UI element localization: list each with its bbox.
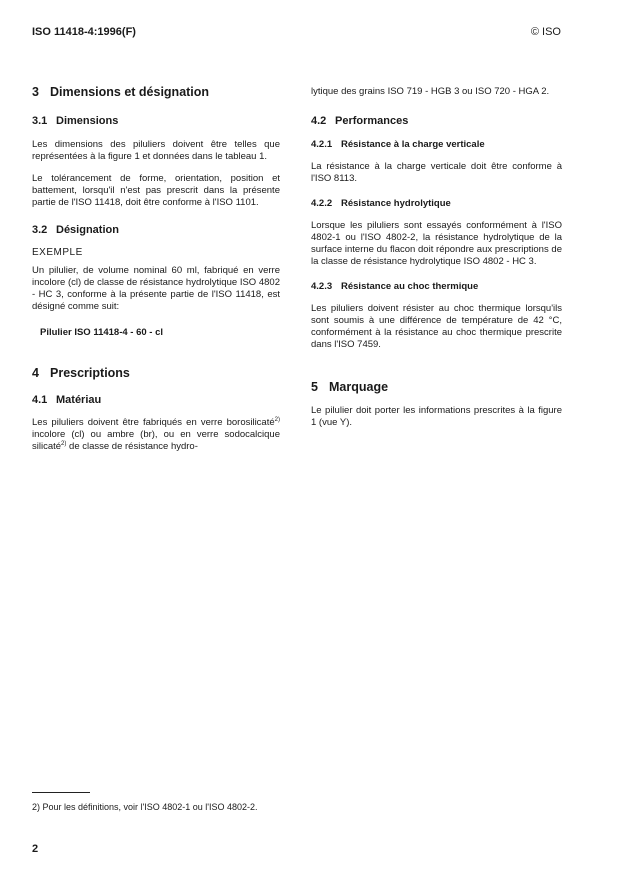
marking-text: Le pilulier doit porter les informations prescrites à la figure 1 (vue Y). <box>311 405 562 428</box>
dimensions-paragraph-1: Les dimensions des piluliers doivent être telles que représentées à la figure 1 et données dans le tableau 1. <box>32 139 280 162</box>
section-4-1-heading: 4.1 Matériau <box>32 394 102 406</box>
example-text: Un pilulier, de volume nominal 60 ml, fabriqué en verre incolore (cl) de classe de résistance hydrolytique ISO 4802 - HC 3, conforme à la présente partie de l'ISO 11418, est désigné comme suit: <box>32 265 280 312</box>
section-4-2-2-heading: 4.2.2 Résistance hydrolytique <box>311 198 451 209</box>
hydrolytic-text: Lorsque les piluliers sont essayés conformément à l'ISO 4802-1 ou l'ISO 4802-2, la résistance hydrolytique de la surface interne du flacon doit répondre aux prescriptions de la classe de résistance hydrolytique ISO 4802 - HC 3. <box>311 220 562 267</box>
page-number: 2 <box>32 843 39 855</box>
footnote-divider <box>32 792 90 793</box>
section-4-heading: 4 Prescriptions <box>32 366 130 380</box>
left-column <box>32 84 280 453</box>
example-label: EXEMPLE <box>32 247 83 258</box>
section-5-heading: 5 Marquage <box>311 380 389 394</box>
footnote-ref: 2) <box>61 440 67 447</box>
section-3-2-heading: 3.2 Désignation <box>32 224 119 236</box>
section-4-2-3-heading: 4.2.3 Résistance au choc thermique <box>311 281 479 292</box>
section-3-1-heading: 3.1 Dimensions <box>32 115 119 127</box>
material-paragraph: Les piluliers doivent être fabriqués en verre borosilicaté$^{2)}$ incolore (cl) ou ambre (br), ou en verre sodocalcique silicaté$^{2)}$ de classe de résistance hydro- <box>32 416 280 452</box>
right-column <box>311 86 562 429</box>
vertical-load-text: La résistance à la charge verticale doit être conforme à l'ISO 8113. <box>311 161 562 184</box>
footnote-ref: 2) <box>274 416 280 423</box>
thermal-shock-text: Les piluliers doivent résister au choc thermique lorsqu'ils sont soumis à une différence de température de 42 °C, conformément à la résistance au choc thermique prescrite dans l'ISO 7459. <box>311 303 562 350</box>
material-continuation: lytique des grains ISO 719 - HGB 3 ou ISO 720 - HGA 2. <box>311 86 550 97</box>
dimensions-paragraph-2: Le tolérancement de forme, orientation, position et battement, lorsqu'il n'est pas prescrit dans la présente partie de l'ISO 11418, doit être conforme à l'ISO 1101. <box>32 173 280 208</box>
document-id: ISO 11418-4:1996(F) <box>32 26 136 38</box>
footnote: 2) Pour les définitions, voir l'ISO 4802-1 ou l'ISO 4802-2. <box>32 802 258 812</box>
section-4-2-heading: 4.2 Performances <box>311 115 409 127</box>
copyright-mark: © ISO <box>530 26 561 38</box>
section-4-2-1-heading: 4.2.1 Résistance à la charge verticale <box>311 139 485 150</box>
section-3-heading: 3 Dimensions et désignation <box>32 85 210 99</box>
designation-line: Pilulier ISO 11418-4 - 60 - cl <box>40 327 164 338</box>
